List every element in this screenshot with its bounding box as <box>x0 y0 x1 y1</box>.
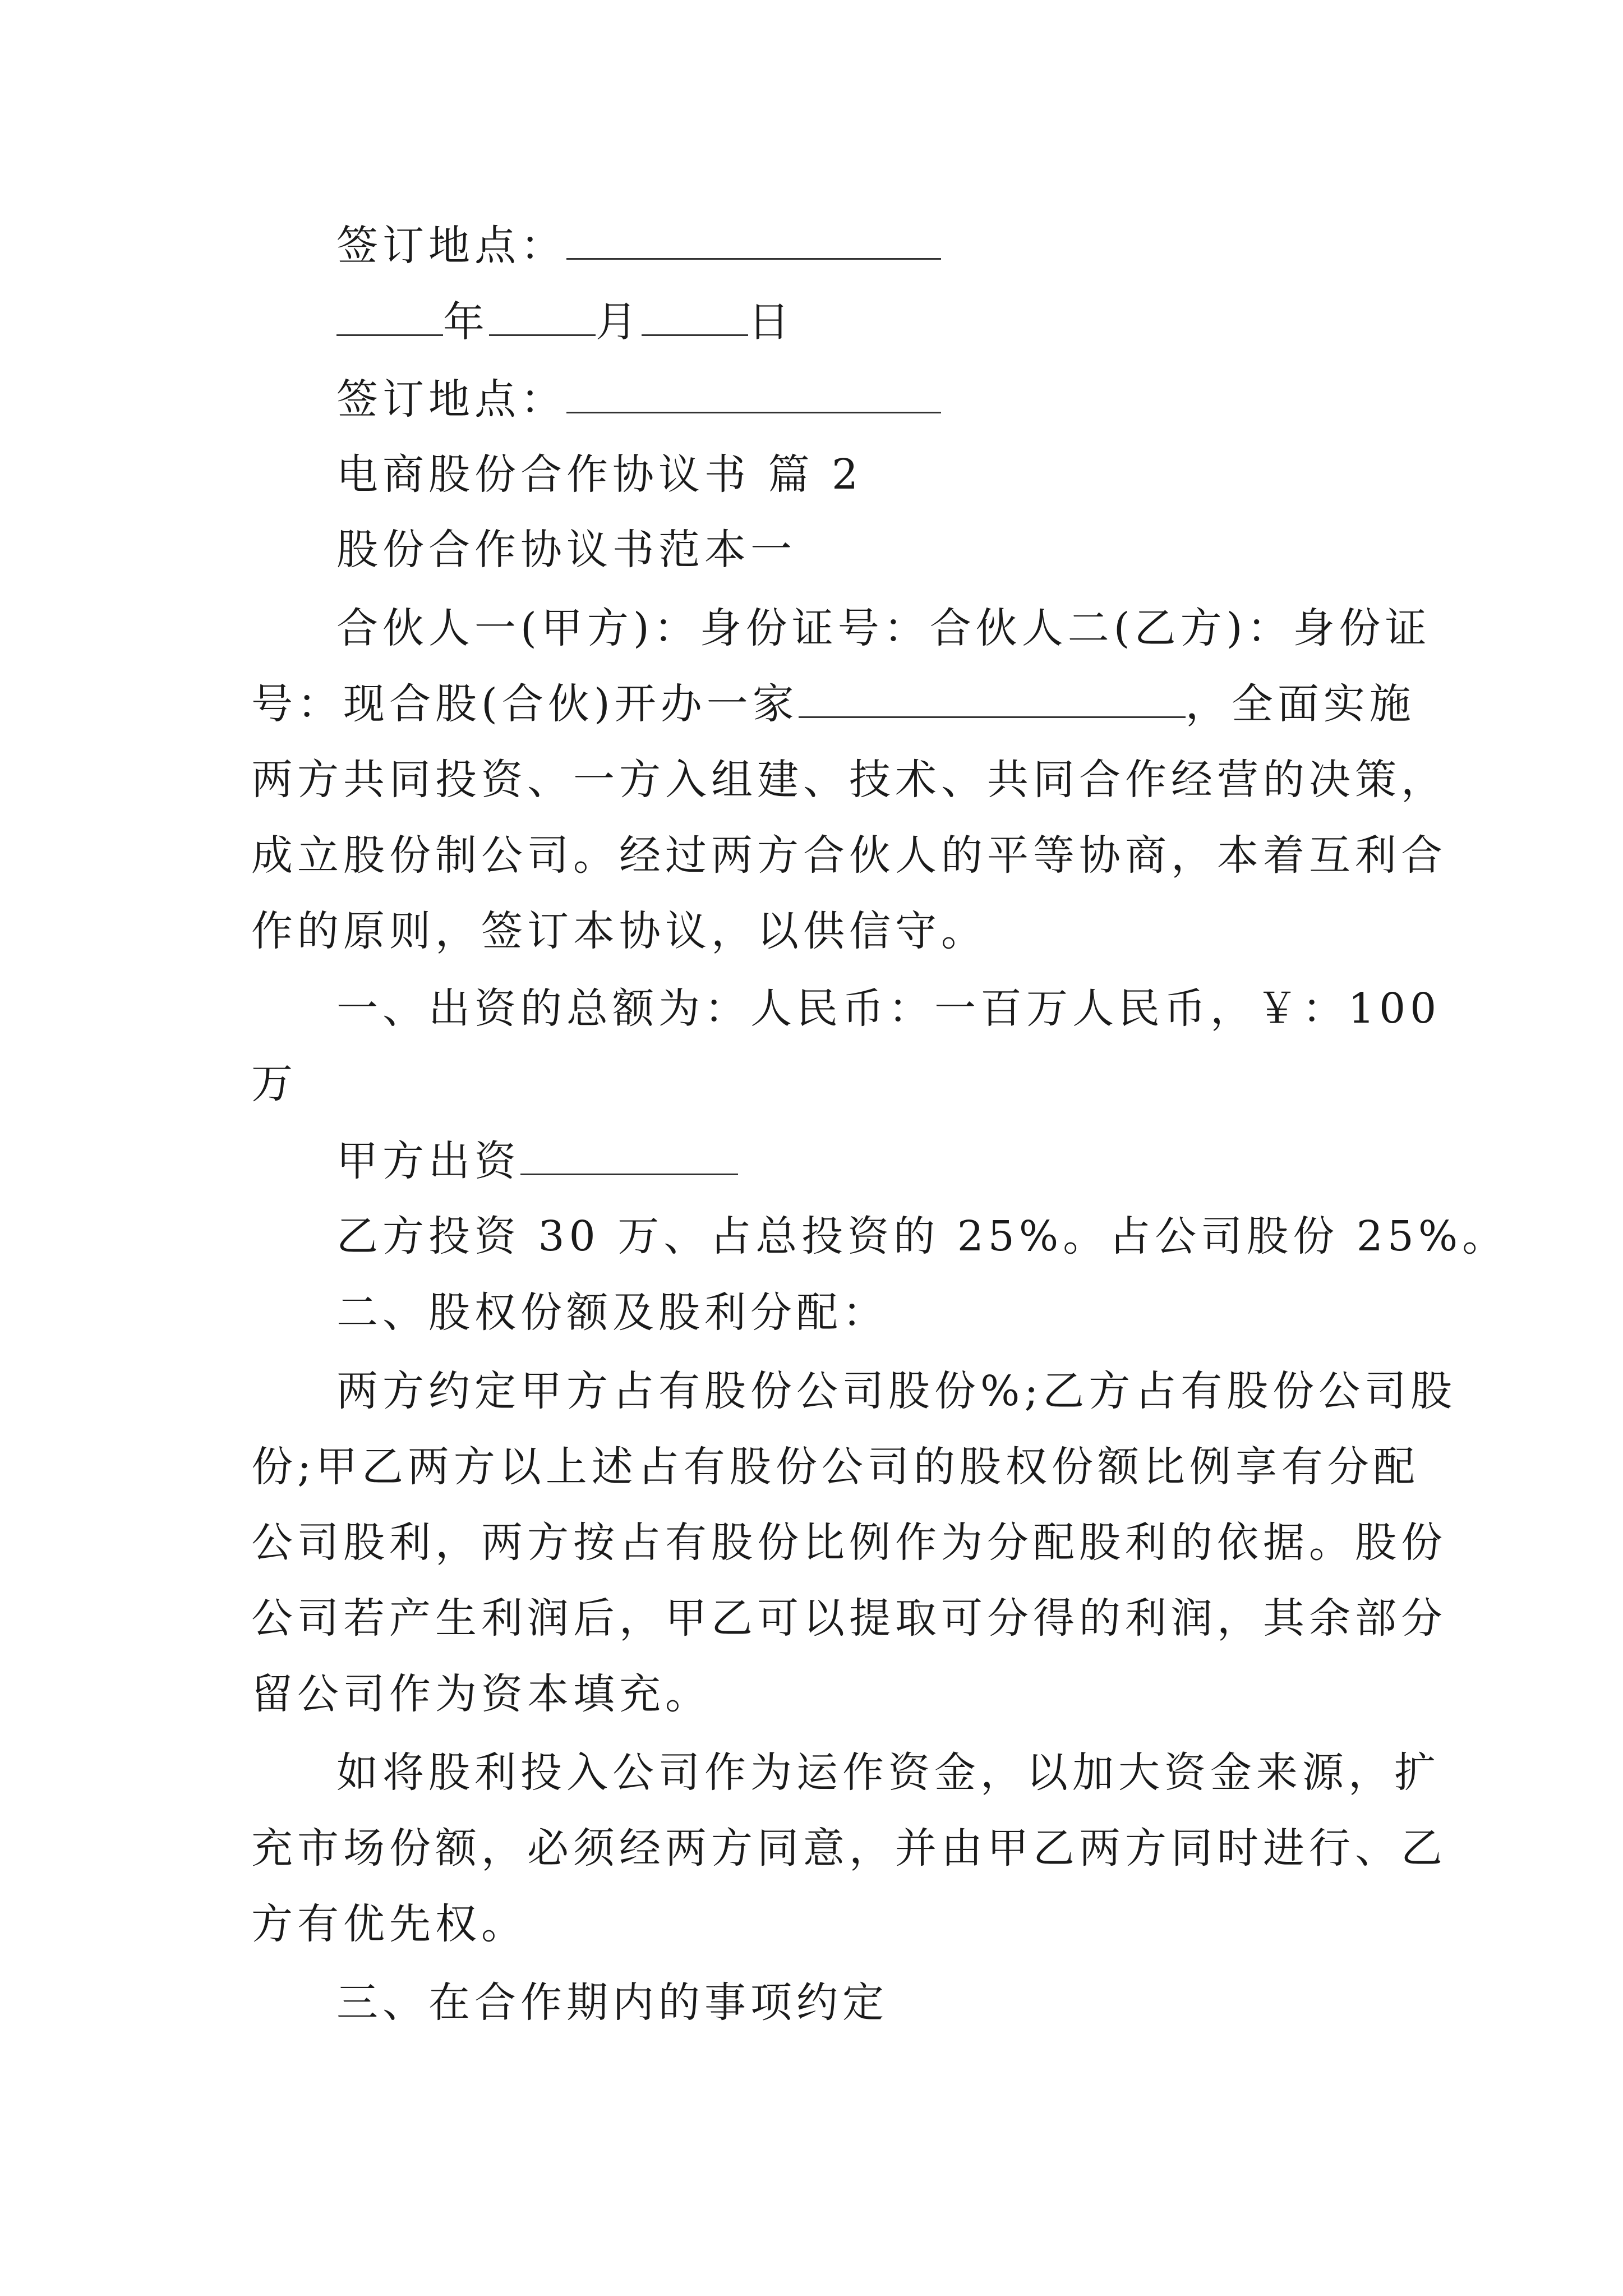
paragraph-line: 方有优先权。 <box>251 1900 527 1948</box>
paragraph-text: ，全面实施 <box>1185 680 1415 728</box>
month-label: 月 <box>596 298 642 346</box>
paragraph-line: 合伙人一(甲方)：身份证号：合伙人二(乙方)：身份证 <box>336 604 1431 652</box>
signing-location-line-1 <box>336 218 941 274</box>
party-a-investment-blank <box>520 1134 738 1175</box>
party-a-investment-line <box>336 1133 738 1189</box>
signing-location-line-2 <box>336 371 941 427</box>
clause-heading: 二、股权份额及股利分配： <box>336 1289 888 1337</box>
paragraph-line: 留公司作为资本填充。 <box>251 1670 711 1718</box>
paragraph-line: 如将股利投入公司作为运作资金，以加大资金来源，扩 <box>336 1749 1440 1797</box>
paragraph-line: 份;甲乙两方以上述占有股份公司的股权份额比例享有分配 <box>251 1443 1419 1491</box>
paragraph-line: 充市场份额，必须经两方同意，并由甲乙两方同时进行、乙 <box>251 1824 1447 1872</box>
template-title: 股份合作协议书范本一 <box>336 526 796 574</box>
year-blank <box>336 295 443 336</box>
paragraph-line <box>251 676 1415 732</box>
paragraph-line: 万 <box>251 1060 297 1108</box>
company-name-blank <box>799 677 1186 718</box>
signing-location-label: 签订地点： <box>336 222 566 270</box>
month-blank <box>489 295 596 336</box>
paragraph-line: 两方共同投资、一方入组建、技术、共同合作经营的决策， <box>251 756 1447 804</box>
paragraph-line: 乙方投资 30 万、占总投资的 25%。占公司股份 25%。 <box>336 1212 1509 1260</box>
signing-location-blank <box>566 372 941 413</box>
party-a-investment-label: 甲方出资 <box>336 1137 520 1185</box>
date-line <box>336 294 794 350</box>
paragraph-text: 号：现合股(合伙)开办一家 <box>251 680 799 728</box>
clause-heading: 三、在合作期内的事项约定 <box>336 1978 888 2027</box>
paragraph-line: 公司股利，两方按占有股份比例作为分配股利的依据。股份 <box>251 1519 1447 1567</box>
paragraph-line: 两方约定甲方占有股份公司股份%;乙方占有股份公司股 <box>336 1367 1457 1415</box>
clause-heading: 一、出资的总额为：人民币：一百万人民币，￥：100 <box>336 984 1441 1033</box>
signing-location-label: 签订地点： <box>336 375 566 424</box>
paragraph-line: 公司若产生利润后，甲乙可以提取可分得的利润，其余部分 <box>251 1594 1447 1642</box>
section-title: 电商股份合作协议书 篇 2 <box>336 450 863 499</box>
paragraph-line: 作的原则，签订本协议，以供信守。 <box>251 907 987 955</box>
signing-location-blank <box>566 219 941 260</box>
day-label: 日 <box>748 298 794 346</box>
year-label: 年 <box>443 298 489 346</box>
day-blank <box>642 295 748 336</box>
paragraph-line: 成立股份制公司。经过两方合伙人的平等协商，本着互利合 <box>251 831 1447 880</box>
